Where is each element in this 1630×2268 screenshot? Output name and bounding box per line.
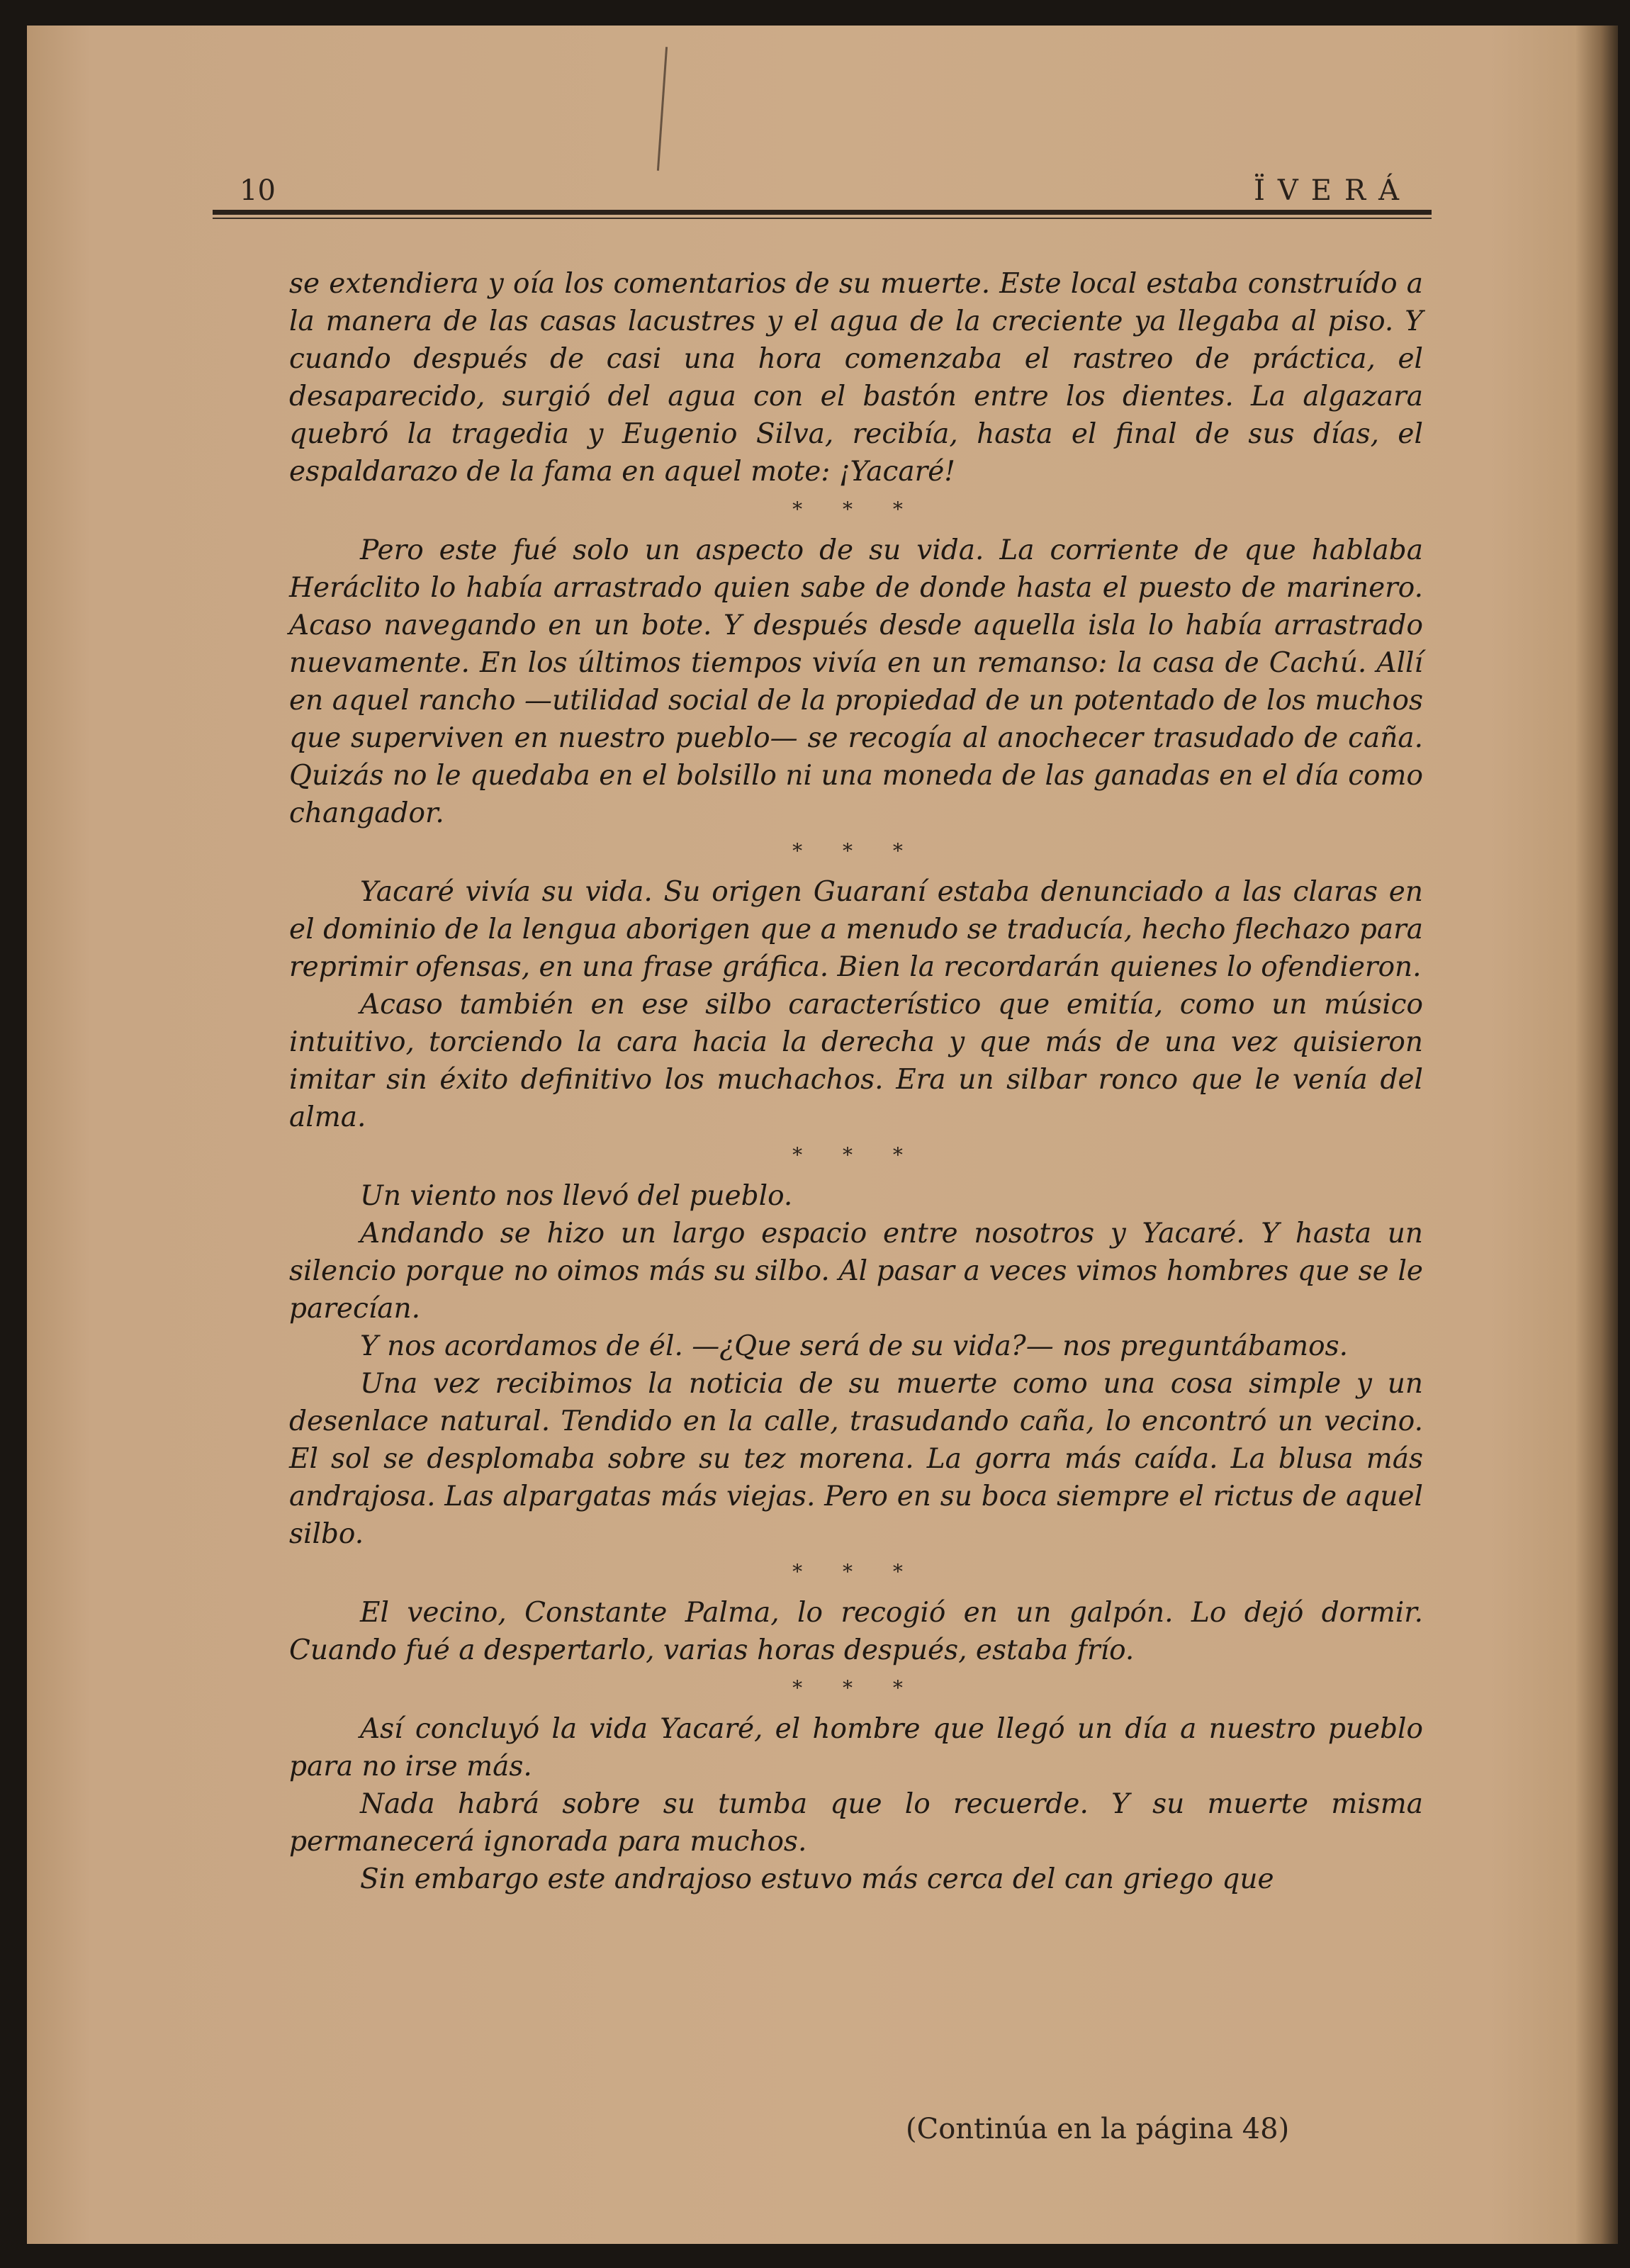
paragraph: Sin embargo este andrajoso estuvo más cerca del can griego que xyxy=(360,1863,1274,1895)
page-number: 10 xyxy=(240,174,276,207)
page-spine-shadow xyxy=(1575,26,1618,2244)
paragraph: Nada habrá sobre su tumba que lo recuerde. Y su muerte misma permanecerá ignorada para muchos. xyxy=(289,1788,1423,1858)
page xyxy=(27,26,1618,2244)
section-separator: * * * xyxy=(792,1676,920,1700)
paragraph: Pero este fué solo un aspecto de su vida. La corriente de que hablaba Heráclito lo había arrastrado quien sabe de donde hasta el puesto de marinero. Acaso navegando en un bote. Y después desde aquella isla lo había arrastrado nuevamente. En los últimos tiempos vivía en un remanso: la casa de Cachú. Allí en aquel rancho —utilidad social de la propiedad de un potentado de los muchos que superviven en nuestro pueblo— se recogía al anochecer trasudado de caña. Quizás no le quedaba en el bolsillo ni una moneda de las ganadas en el día como changador. xyxy=(289,534,1423,829)
paragraph: Así concluyó la vida Yacaré, el hombre que llegó un día a nuestro pueblo para no irse más. xyxy=(289,1713,1423,1783)
paragraph: Acaso también en ese silbo característico que emitía, como un músico intuitivo, torciendo la cara hacia la derecha y que más de una vez quisieron imitar sin éxito definitivo los muchachos. Era un silbar ronco que le venía del alma. xyxy=(289,989,1423,1133)
header-rule-thick xyxy=(213,210,1432,215)
paragraph: Un viento nos llevó del pueblo. xyxy=(360,1180,793,1212)
header-rule-thin xyxy=(213,218,1432,219)
paragraph: se extendiera y oía los comentarios de su muerte. Este local estaba construído a la manera de las casas lacustres y el agua de la creciente ya llegaba al piso. Y cuando después de casi una hora comenzaba el rastreo de práctica, el desaparecido, surgió del agua con el bastón entre los dientes. La algazara quebró la tragedia y Eugenio Silva, recibía, hasta el final de sus días, el espaldarazo de la fama en aquel mote: ¡Yacaré! xyxy=(289,268,1423,488)
paragraph: Y nos acordamos de él. —¿Que será de su vida?— nos preguntábamos. xyxy=(360,1330,1349,1362)
paragraph: Andando se hizo un largo espacio entre nosotros y Yacaré. Y hasta un silencio porque no oimos más su silbo. Al pasar a veces vimos hombres que se le parecían. xyxy=(289,1218,1423,1325)
running-title: ÏVERÁ xyxy=(1254,174,1412,207)
page-header xyxy=(213,147,1432,211)
section-separator: * * * xyxy=(792,1560,920,1583)
paragraph: Una vez recibimos la noticia de su muerte como una cosa simple y un desenlace natural. Tendido en la calle, trasudando caña, lo encontró un vecino. El sol se desplomaba sobre su tez morena. La gorra más caída. La blusa más andrajosa. Las alpargatas más viejas. Pero en su boca siempre el rictus de aquel silbo. xyxy=(289,1368,1423,1550)
article-body xyxy=(289,265,1423,1898)
paragraph: El vecino, Constante Palma, lo recogió en un galpón. Lo dejó dormir. Cuando fué a despertarlo, varias horas después, estaba frío. xyxy=(289,1597,1423,1666)
section-separator: * * * xyxy=(792,498,920,521)
continuation-note: (Continúa en la página 48) xyxy=(906,2113,1290,2145)
paragraph: Yacaré vivía su vida. Su origen Guaraní estaba denunciado a las claras en el dominio de la lengua aborigen que a menudo se traducía, hecho flechazo para reprimir ofensas, en una frase gráfica. Bien la recordarán quienes lo ofendieron. xyxy=(289,876,1423,983)
section-separator: * * * xyxy=(792,1143,920,1167)
section-separator: * * * xyxy=(792,839,920,863)
